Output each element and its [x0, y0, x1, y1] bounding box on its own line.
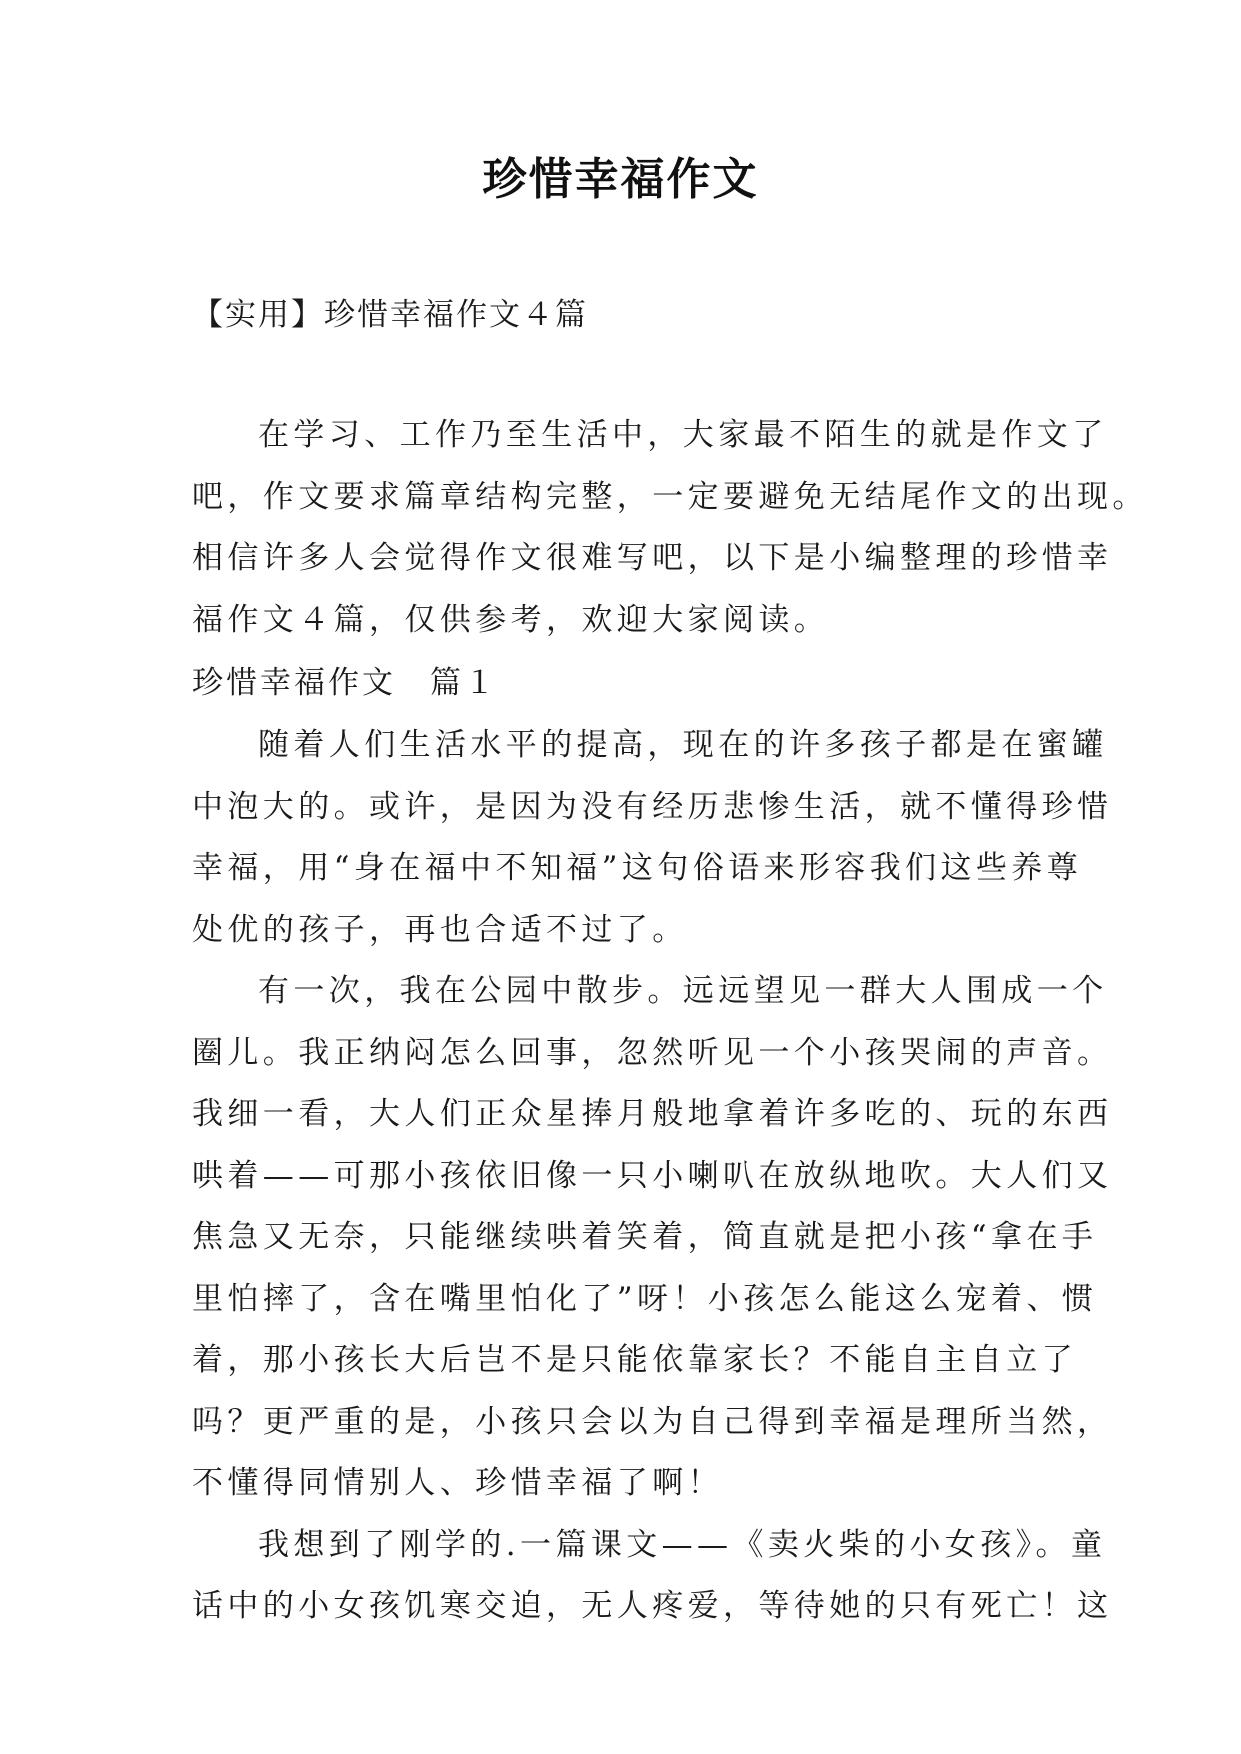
body-paragraph-continued	[192, 777, 1113, 962]
text-line: 中泡大的。或许，是因为没有经历悲惨生活，就不懂得珍惜	[192, 788, 1113, 825]
text-line: 圈儿。我正纳闷怎么回事，忽然听见一个小孩哭闹的声音。	[192, 1034, 1113, 1071]
body-paragraph	[192, 961, 1108, 1023]
intro-paragraph-continued	[192, 467, 1148, 652]
text-line: 吧，作文要求篇章结构完整，一定要避免无结尾作文的出现。	[192, 478, 1148, 515]
body-paragraph-continued	[192, 1023, 1113, 1515]
text-line: 处优的孩子，再也合适不过了。	[192, 911, 688, 948]
text-line: 在学习、工作乃至生活中，大家最不陌生的就是作文了	[258, 417, 1108, 453]
document-subtitle: 【实用】珍惜幸福作文４篇	[192, 297, 588, 333]
document-title: 珍惜幸福作文	[482, 154, 759, 205]
text-line: 哄着——可那小孩依旧像一只小喇叭在放纵地吹。大人们又	[192, 1157, 1113, 1194]
intro-paragraph	[192, 405, 1108, 467]
body-paragraph-continued	[192, 1576, 1113, 1638]
body-paragraph	[192, 1515, 1107, 1577]
text-line: 着，那小孩长大后岂不是只能依靠家长？不能自主自立了	[192, 1342, 1077, 1378]
text-line: 焦急又无奈，只能继续哄着笑着，简直就是把小孩“拿在手	[192, 1219, 1098, 1255]
document-body	[192, 405, 1148, 1638]
text-line: 我细一看，大人们正众星捧月般地拿着许多吃的、玩的东西	[192, 1096, 1113, 1132]
text-line: 相信许多人会觉得作文很难写吧，以下是小编整理的珍惜幸	[192, 540, 1113, 576]
section-heading: 珍惜幸福作文 篇１	[192, 665, 498, 701]
text-line: 有一次，我在公园中散步。远远望见一群大人围成一个	[258, 973, 1108, 1009]
text-line: 话中的小女孩饥寒交迫，无人疼爱，等待她的只有死亡！这	[192, 1588, 1113, 1624]
text-line: 我想到了刚学的.一篇课文——《卖火柴的小女孩》。童	[258, 1526, 1107, 1563]
text-line: 吗？更严重的是，小孩只会以为自己得到幸福是理所当然，	[192, 1403, 1113, 1440]
text-line: 幸福，用“身在福中不知福”这句俗语来形容我们这些养尊	[192, 850, 1083, 886]
text-line: 随着人们生活水平的提高，现在的许多孩子都是在蜜罐	[258, 727, 1108, 763]
body-paragraph	[192, 715, 1108, 777]
text-line: 里怕摔了，含在嘴里怕化了”呀！小孩怎么能这么宠着、惯	[192, 1280, 1098, 1317]
text-line: 福作文４篇，仅供参考，欢迎大家阅读。	[192, 601, 830, 638]
text-line: 不懂得同情别人、珍惜幸福了啊！	[192, 1465, 723, 1501]
